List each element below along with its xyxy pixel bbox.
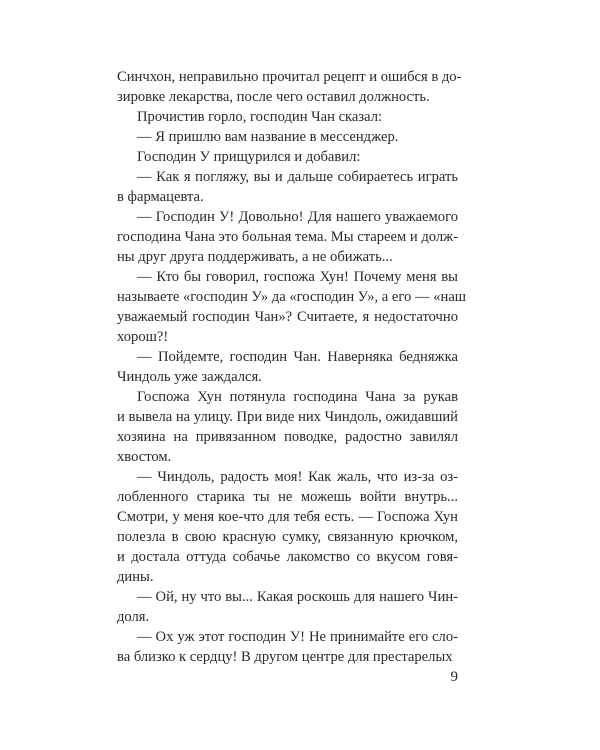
text-line: — Кто бы говорил, госпожа Хун! Почему меня вы [137,269,458,285]
text-line: господина Чана это больная тема. Мы стареем и долж- [117,229,459,245]
paragraph [117,267,467,347]
paragraph [117,107,458,127]
text-line: Господин У прищурился и добавил: [137,149,361,165]
text-line: дины. [117,569,154,585]
text-line: Смотри, у меня кое-что для тебя есть. — Госпожа Хун [117,509,458,525]
paragraph [117,347,458,387]
paragraph [117,587,458,627]
text-line: лобленного старика ты не можешь войти внутрь... [117,489,458,505]
text-line: ны друг друга поддерживать, а не обижать... [117,249,393,265]
text-line: Чиндоль уже заждался. [117,369,262,385]
text-line: хозяина на привязанном поводке, радостно завилял [117,429,458,445]
text-line: полезла в свою красную сумку, связанную крючком, [117,529,458,545]
text-line: и достала оттуда собачье лакомство со вкусом говя- [117,549,458,565]
text-line: доля. [117,609,150,625]
paragraph [117,207,458,267]
text-line: ва близко к сердцу! В другом центре для престарелых [117,649,453,665]
paragraph [117,167,458,207]
text-line: хорош?! [117,329,169,345]
paragraph [117,387,458,467]
text-line: — Чиндоль, радость моя! Как жаль, что из-за оз- [137,469,458,485]
paragraph [117,127,458,147]
text-line: называете «господин У» да «господин У», а его — «наш [117,289,467,305]
text-line: — Как я погляжу, вы и дальше собираетесь играть [137,169,458,185]
text-line: Госпожа Хун потянула господина Чана за рукав [137,389,458,405]
text-line: — Ой, ну что вы... Какая роскошь для нашего Чин- [137,589,458,605]
text-line: хвостом. [117,449,172,465]
page-number: 9 [450,669,458,685]
body-text [117,67,467,667]
text-line: и вывела на улицу. При виде них Чиндоль, ожидавший [117,409,458,425]
text-line: — Ох уж этот господин У! Не принимайте его сло- [137,629,458,645]
paragraph [117,467,458,587]
text-line: — Господин У! Довольно! Для нашего уважаемого [137,209,458,225]
text-line: Синчхон, неправильно прочитал рецепт и ошибся в до- [117,69,462,85]
paragraph [117,627,458,667]
text-line: уважаемый господин Чан»? Считаете, я недостаточно [117,309,458,325]
text-line: — Пойдемте, господин Чан. Наверняка бедняжка [137,349,458,365]
paragraph [117,147,458,167]
text-line: в фармацевта. [117,189,204,205]
text-line: Прочистив горло, господин Чан сказал: [137,109,383,125]
paragraph [117,67,462,107]
text-line: — Я пришлю вам название в мессенджер. [137,129,399,145]
text-line: зировке лекарства, после чего оставил должность. [117,89,430,105]
